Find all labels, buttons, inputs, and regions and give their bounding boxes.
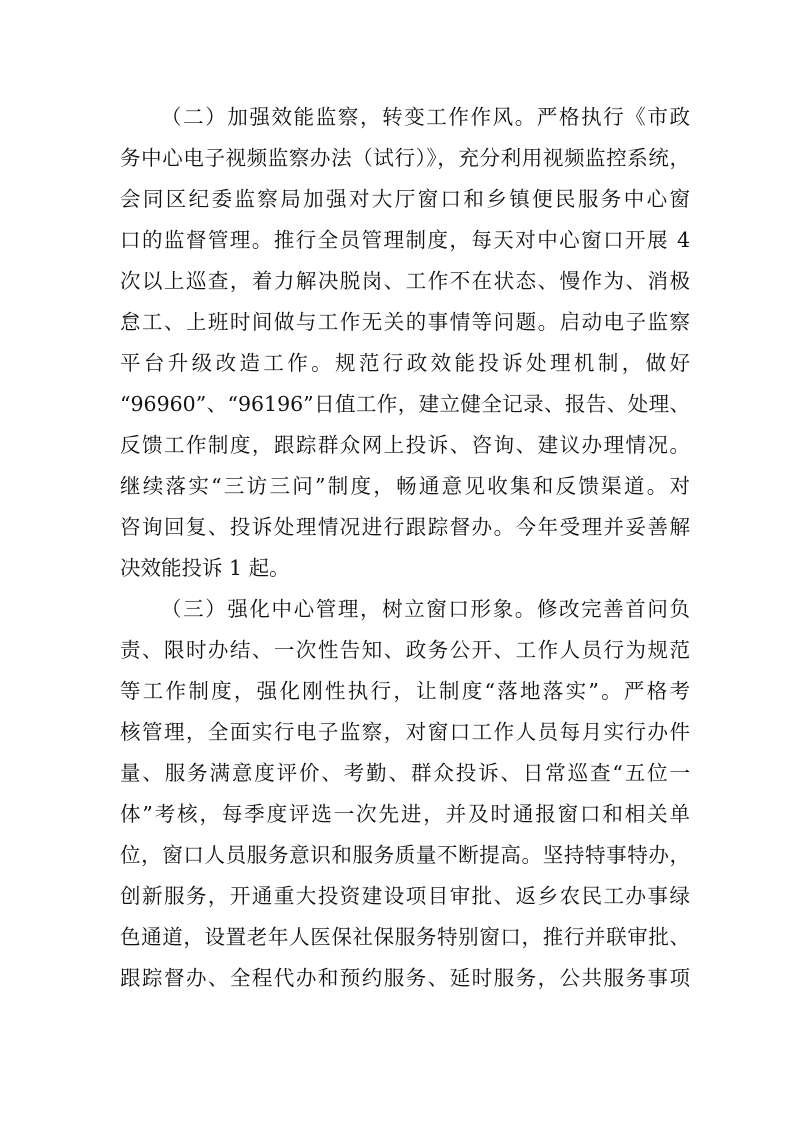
text-line: 色通道，设置老年人医保社保服务特别窗口，推行并联审批、 <box>120 925 690 949</box>
text-line: 量、服务满意度评价、考勤、群众投诉、日常巡查“五位一 <box>120 761 690 785</box>
text-line: 口的监督管理。推行全员管理制度，每天对中心窗口开展 4 <box>120 228 690 252</box>
text-line: 会同区纪委监察局加强对大厅窗口和乡镇便民服务中心窗 <box>120 187 690 211</box>
paragraph-efficiency-supervision <box>120 97 690 589</box>
text-line: “96960”、“96196”日值工作，建立健全记录、报告、处理、 <box>120 392 690 416</box>
text-line: 怠工、上班时间做与工作无关的事情等问题。启动电子监察 <box>120 310 690 334</box>
document-body <box>120 97 690 999</box>
text-line: （二）加强效能监察，转变工作作风。严格执行《市政 <box>161 105 690 129</box>
text-line: 咨询回复、投诉处理情况进行跟踪督办。今年受理并妥善解 <box>120 515 690 539</box>
text-line: 位，窗口人员服务意识和服务质量不断提高。坚持特事特办， <box>120 843 690 867</box>
text-line: 核管理，全面实行电子监察，对窗口工作人员每月实行办件 <box>120 720 690 744</box>
text-line: 务中心电子视频监察办法（试行）》，充分利用视频监控系统， <box>120 146 690 170</box>
paragraph-center-management <box>120 589 690 999</box>
text-line: 跟踪督办、全程代办和预约服务、延时服务，公共服务事项 <box>120 966 690 990</box>
text-line: 决效能投诉 1 起。 <box>120 556 290 580</box>
text-line: 平台升级改造工作。规范行政效能投诉处理机制，做好 <box>120 351 690 375</box>
text-line: 次以上巡查，着力解决脱岗、工作不在状态、慢作为、消极 <box>120 269 690 293</box>
text-line: 等工作制度，强化刚性执行，让制度“落地落实”。严格考 <box>120 679 690 703</box>
text-line: （三）强化中心管理，树立窗口形象。修改完善首问负 <box>161 597 690 621</box>
text-line: 反馈工作制度，跟踪群众网上投诉、咨询、建议办理情况。 <box>120 433 690 457</box>
text-line: 创新服务，开通重大投资建设项目审批、返乡农民工办事绿 <box>120 884 690 908</box>
text-line: 责、限时办结、一次性告知、政务公开、工作人员行为规范 <box>120 638 690 662</box>
text-line: 继续落实“三访三问”制度，畅通意见收集和反馈渠道。对 <box>120 474 690 498</box>
text-line: 体”考核，每季度评选一次先进，并及时通报窗口和相关单 <box>120 802 690 826</box>
